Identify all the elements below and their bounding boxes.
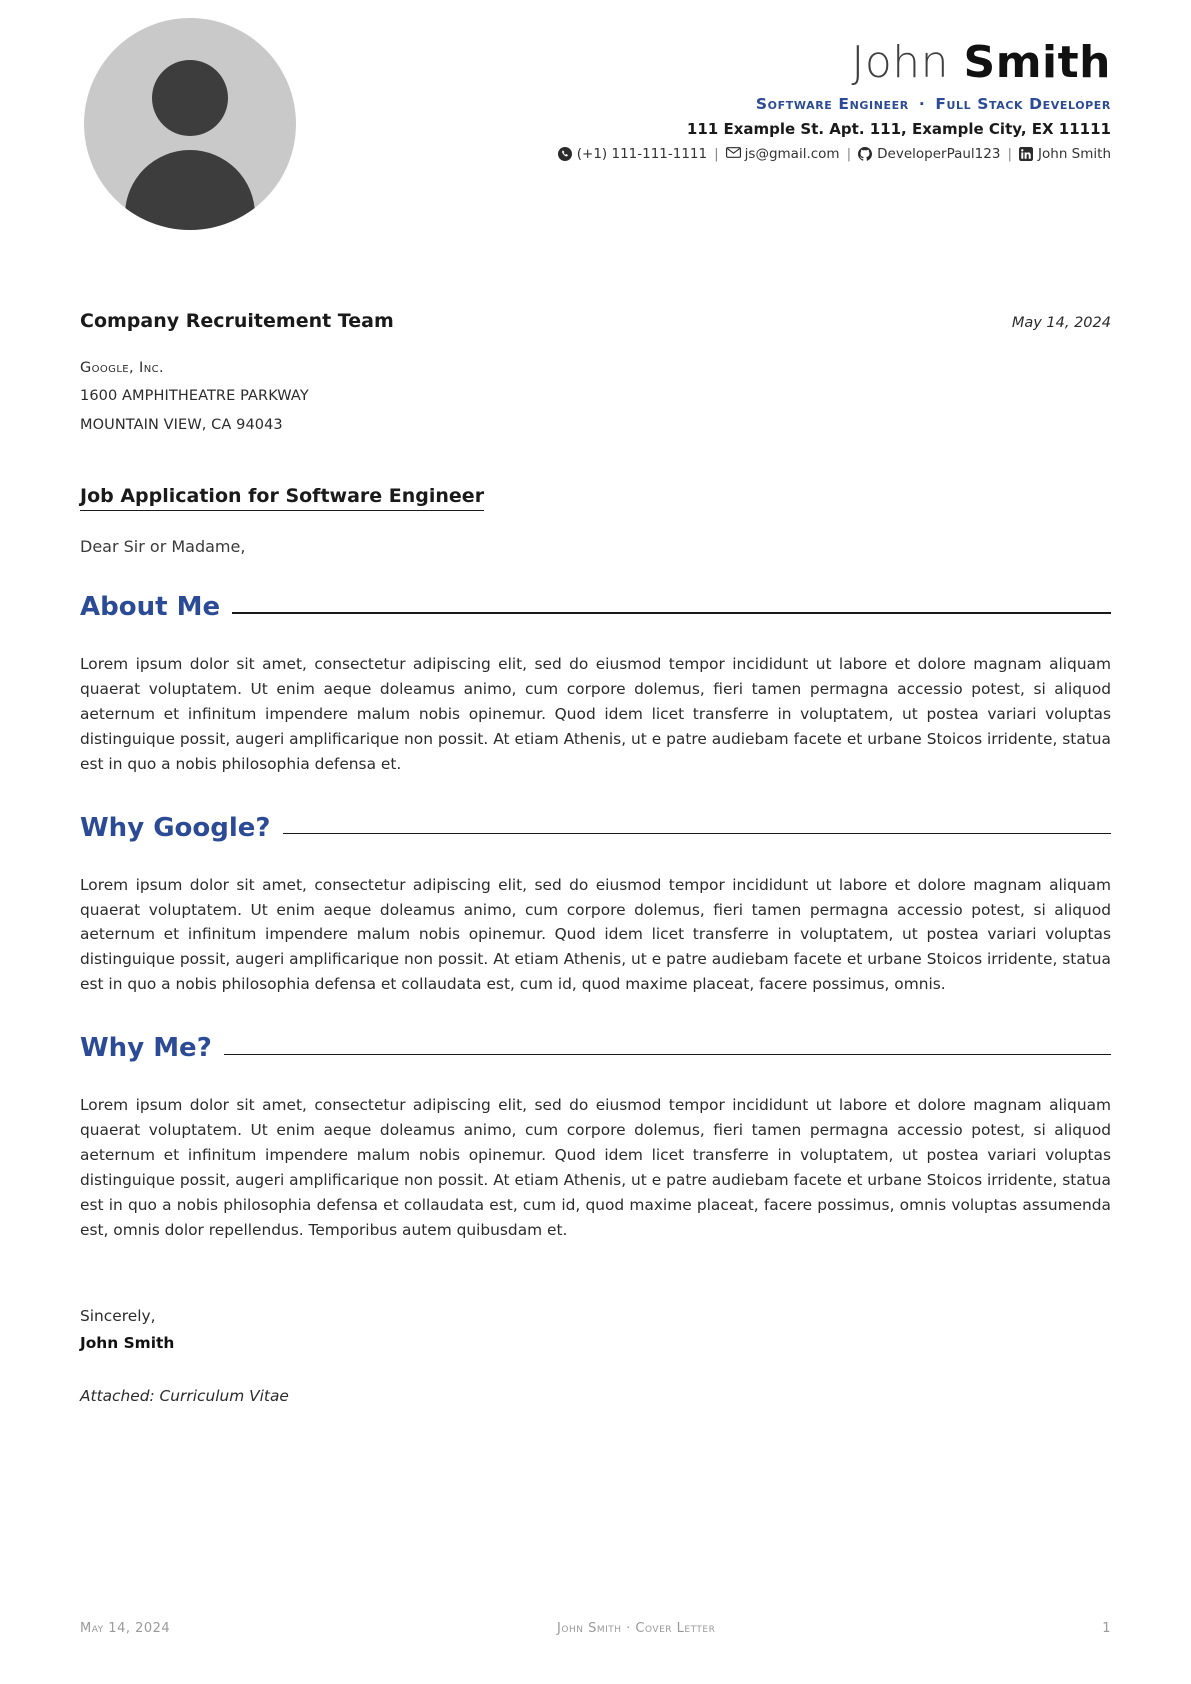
- closing-block: [80, 1303, 1111, 1357]
- footer-title: John Smith · Cover Letter: [557, 1621, 716, 1636]
- section-header-why-me: [80, 1033, 1111, 1063]
- contact-line: [558, 146, 1111, 162]
- recipient-row: [80, 310, 1111, 332]
- section-header-about-me: [80, 592, 1111, 622]
- closing-signature-name: John Smith: [80, 1334, 175, 1352]
- section-body: Lorem ipsum dolor sit amet, consectetur adipiscing elit, sed do eiusmod tempor incididunt ut labore et dolore magnam aliquam quaerat voluptatem. Ut enim aeque doleamus animo, cum corpore dolemus, fieri tamen permagna accessio potest, si aliquod aeternum et infinitum impendere malum nobis opinemur. Quod idem licet transferre in voluptatem, ut postea variari voluptas distinguique possit, augeri amplificarique non possit. At etiam Athenis, ut e patre audiebam facete et urbane Stoicos irridente, statua est in quo a nobis philosophia defensa et.: [80, 654, 1111, 773]
- section-title: About Me: [80, 591, 221, 622]
- phone-icon: [558, 147, 572, 161]
- contact-linkedin-text: John Smith: [1038, 145, 1111, 162]
- github-icon: [858, 147, 872, 161]
- role-primary: Software Engineer: [755, 94, 909, 113]
- footer-date: May 14, 2024: [80, 1621, 171, 1636]
- company-address-line-1: 1600 AMPHITHEATRE PARKWAY: [80, 388, 309, 405]
- section-title: Why Me?: [80, 1033, 212, 1064]
- closing-sincerely: Sincerely,: [80, 1307, 156, 1326]
- letter-subject: Job Application for Software Engineer: [80, 485, 484, 511]
- section-title: Why Google?: [80, 812, 271, 843]
- contact-phone-text: (+1) 111-111-1111: [576, 145, 708, 162]
- contact-linkedin[interactable]: [1019, 146, 1111, 162]
- company-name: Google, Inc.: [80, 360, 164, 376]
- section-rule: [283, 833, 1112, 835]
- linkedin-icon: [1019, 147, 1033, 161]
- attachment-note: Attached: Curriculum Vitae: [80, 1386, 289, 1405]
- home-address: 111 Example St. Apt. 111, Example City, EX 11111: [686, 119, 1111, 138]
- document-header: [80, 0, 1111, 268]
- company-address-line-2: MOUNTAIN VIEW, CA 94043: [80, 416, 283, 433]
- section-body: Lorem ipsum dolor sit amet, consectetur adipiscing elit, sed do eiusmod tempor incididunt ut labore et dolore magnam aliquam quaerat voluptatem. Ut enim aeque doleamus animo, cum corpore dolemus, fieri tamen permagna accessio potest, si aliquod aeternum et infinitum impendere malum nobis opinemur. Quod idem licet transferre in voluptatem, ut postea variari voluptas distinguique possit, augeri amplificarique non possit. At etiam Athenis, ut e patre audiebam facete et urbane Stoicos irridente, statua est in quo a nobis philosophia defensa et collaudata est, cum id, quod maxime placeat, facere possimus, omnis voluptas assumenda est, omnis dolor repellendus. Temporibus autem quibusdam et.: [80, 1096, 1111, 1240]
- salutation: Dear Sir or Madame,: [80, 536, 246, 556]
- contact-github-text: DeveloperPaul123: [877, 145, 1001, 162]
- letter-date: May 14, 2024: [1011, 315, 1111, 331]
- last-name: Smith: [963, 37, 1111, 88]
- recipient-title: Company Recruitement Team: [80, 310, 394, 332]
- section-rule: [232, 612, 1111, 614]
- first-name: John: [851, 37, 950, 88]
- contact-phone[interactable]: [558, 146, 707, 162]
- section-body: Lorem ipsum dolor sit amet, consectetur adipiscing elit, sed do eiusmod tempor incididunt ut labore et dolore magnam aliquam quaerat voluptatem. Ut enim aeque doleamus animo, cum corpore dolemus, fieri tamen permagna accessio potest, si aliquod aeternum et infinitum impendere malum nobis opinemur. Quod idem licet transferre in voluptatem, ut postea variari voluptas distinguique possit, augeri amplificarique non possit. At etiam Athenis, ut e patre audiebam facete et urbane Stoicos irridente, statua est in quo a nobis philosophia defensa et collaudata est, cum id, quod maxime placeat, facere possimus, omnis.: [80, 875, 1111, 994]
- identity-block: [558, 18, 1111, 162]
- page-footer: [80, 1621, 1111, 1636]
- page-title: [558, 37, 1111, 88]
- contact-github[interactable]: [858, 146, 1000, 162]
- footer-page-number: 1: [1102, 1621, 1111, 1636]
- envelope-icon: [726, 147, 740, 161]
- role-subtitle: [558, 95, 1111, 113]
- contact-separator: |: [714, 145, 719, 162]
- contact-separator: |: [1007, 145, 1013, 162]
- section-header-why-google: [80, 813, 1111, 843]
- avatar: [84, 18, 296, 230]
- company-address-block: [80, 354, 1111, 439]
- section-rule: [224, 1054, 1111, 1056]
- avatar-body-shape: [125, 150, 255, 230]
- avatar-head-shape: [152, 60, 228, 136]
- contact-email[interactable]: [726, 146, 840, 162]
- role-separator: ·: [918, 94, 926, 113]
- contact-separator: |: [846, 145, 852, 162]
- role-secondary: Full Stack Developer: [935, 94, 1111, 113]
- contact-email-text: js@gmail.com: [744, 145, 840, 162]
